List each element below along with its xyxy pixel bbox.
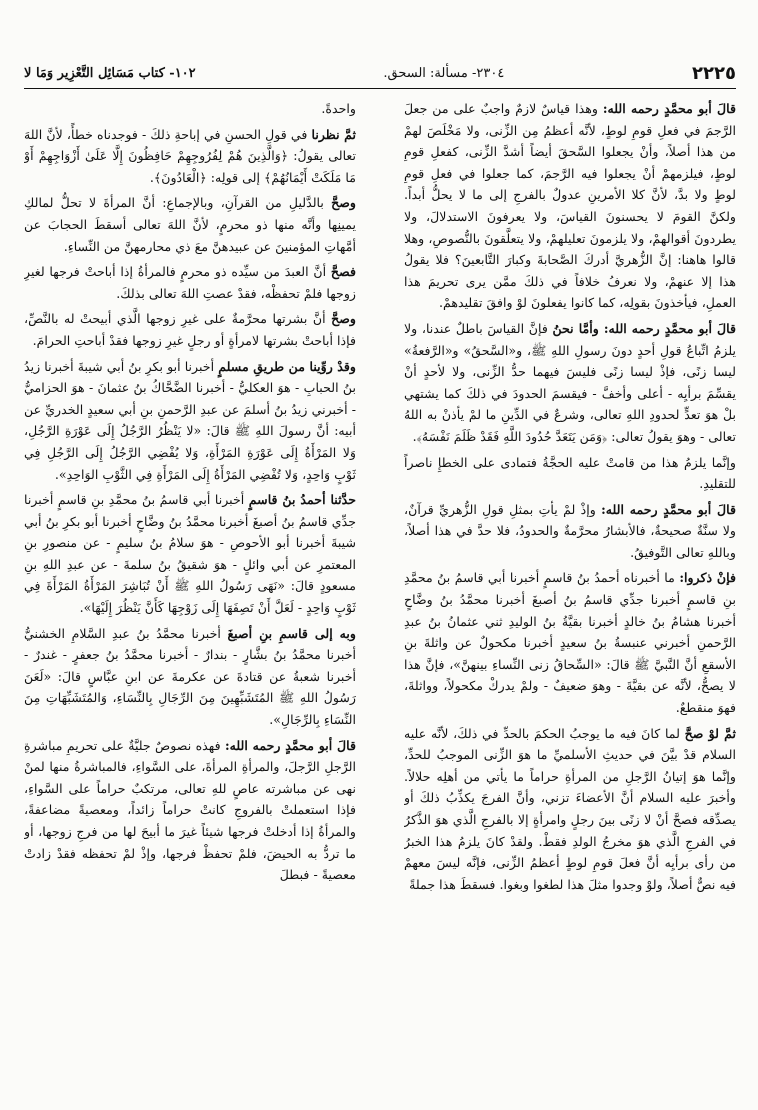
right-column xyxy=(404,98,736,1090)
header-rule xyxy=(24,88,736,89)
left-column xyxy=(24,98,356,1090)
paragraph-lead: وصحَّ xyxy=(331,311,356,327)
paragraph xyxy=(24,192,356,257)
paragraph-lead: قالَ أبو محمَّدٍ رحمه الله: وأمَّا نحنُ xyxy=(552,320,736,336)
book-title: ١٠٢- كتاب مَسَائِل التَّعْزِير وَمَا لا xyxy=(24,65,196,81)
paragraph-text: في قولِ الحسنِ في إباحةِ ذلكَ - فوجدناه خطأً، لأنَّ اللهَ تعالى يقولُ: ﴿وَالَّذِينَ هُمْ لِفُرُوجِهِمْ حَافِظُونَ إِلَّا عَلَىٰ أَزْوَاجِهِمْ أَوْ مَا مَلَكَتْ أَيْمَانُهُمْ﴾ إلى قولِه: ﴿الْعَادُونَ﴾. xyxy=(24,126,356,185)
paragraph xyxy=(404,98,736,314)
paragraph-lead: قالَ أبو محمَّدٍ رحمه الله: xyxy=(602,101,736,116)
paragraph xyxy=(24,489,356,619)
paragraph-text: فهذه نصوصٌ جليَّةٌ على تحريمِ مباشرةِ الرَّجلِ الرَّجلَ، والمرأةِ المرأةَ، على السَّواءِ، فالمباشرةُ منها لمنْ نهى عن مباشرته عاصٍ للهِ تعالى، مرتكبٌ حراماً على السَّواءِ، فإذا استعملتْ بالفروجِ كانتْ حراماً زائداً، ومعصيةً مضاعفةً، والمرأةُ إذا أدخلتْ فرجها شيئاً غيرَ ما أبيحَ لها من فرجِ زوجها، أو ما تردُّ به الحيضَ، فلمْ تحفظْ فرجها، وإذْ لمْ تحفظه فقدْ زادتْ معصيةً - فبطلَ xyxy=(24,737,356,883)
paragraph xyxy=(24,623,356,731)
paragraph-lead: وصحَّ xyxy=(331,195,356,211)
paragraph-text: ما أخبرناه أحمدُ بنُ قاسمٍ أخبرنا أبي قاسمُ بنُ محمَّدِ بنِ قاسمٍ أخبرنا جدِّي قاسمُ بنُ أصبغَ أخبرنا محمَّدُ بنُ وضَّاحٍ أخبرنا هشامُ بنُ خالدٍ أخبرنا بقيَّةُ بنُ الوليدِ ثني عثمانُ بنُ عبدِ الرَّحمنِ أخبرني عنبسةُ بنُ سعيدٍ أخبرنا مكحولٌ عن واثلةَ بنِ الأسقعِ أنَّ النَّبيَّ ﷺ قالَ: «السِّحاقُ زنى النِّساءِ بينهنَّ»، فإنَّ هذا لا يصحُّ، لأنَّه عن بقيَّةَ - وهوَ ضعيفٌ - ولمْ يدركْ مكحولاً، وواثلةَ، فهوَ منقطعٌ. xyxy=(404,570,736,716)
paragraph xyxy=(24,356,356,486)
paragraph-lead: قالَ أبو محمَّدٍ رحمه الله: xyxy=(224,737,356,753)
paragraph xyxy=(404,567,736,718)
paragraph xyxy=(404,723,736,896)
paragraph-text: أنَّ بشرتها محرَّمةٌ على غيرِ زوجها الَّذي أبيحتْ له بالنَّصِّ، فإذا أباحتْ بشرتها لامرأةٍ أو رجلٍ غيرِ زوجها فقدْ أباحتِ الحرامَ. xyxy=(24,311,356,348)
paragraph-text: أنَّ العبدَ من سيِّده ذو محرمٍ فالمرأةُ إذا أباحتْ فرجها لغيرِ زوجها فلمْ تحفظْه، فقدْ عصتِ اللهَ تعالى بذلكَ. xyxy=(24,264,356,301)
paragraph-text: وإذْ لمْ يأتِ بمثلِ قولِ الزُّهريِّ قرآنٌ، ولا سنَّةٌ صحيحةٌ، فالأبشارُ محرَّمةٌ والحدودُ، فلا حدَّ في هذا أصلاً، وباللهِ تعالى التَّوفيقُ. xyxy=(404,501,736,560)
paragraph-text: أخبرنا محمَّدُ بنُ عبدِ السَّلامِ الخشنيُّ أخبرنا محمَّدُ بنُ بشَّارٍ - بندارٌ - أخبرنا محمَّدُ بنُ جعفرٍ - غندرٌ - أخبرنا شعبةُ عن قتادةَ عن عكرمةَ عن ابنِ عبَّاسٍ قالَ: «لَعَنَ رَسُولُ اللهِ ﷺ المُتَشَبِّهِينَ مِنَ الرِّجَالِ بِالنِّسَاءِ، وَالمُتَشَبِّهَاتِ مِنَ النِّسَاءِ بِالرِّجَالِ». xyxy=(24,625,356,728)
paragraph-lead: وقدْ روِّينا من طريقِ مسلمٍ xyxy=(218,358,356,374)
paragraph-text: واحدةً. xyxy=(321,101,356,116)
paragraph-text: أخبرنا أبي قاسمُ بنُ محمَّدِ بنِ قاسمٍ أخبرنا جدِّي قاسمُ بنُ أصبغَ أخبرنا محمَّدُ بنُ وضَّاحٍ أخبرنا أبو بكرِ بنُ أبي شيبةَ أخبرنا أبو الأحوصِ - هوَ سلامُ بنُ سليمٍ - عن منصورِ بنِ المعتمرِ عن أبي وائلٍ - هوَ شقيقُ بنُ سلمةَ - عن عبدِ اللهِ بنِ مسعودٍ قالَ: «نَهَى رَسُولُ اللهِ ﷺ أَنْ تُبَاشِرَ المَرْأَةُ المَرْأَةَ فِي ثَوْبٍ وَاحِدٍ - لَعَلَّ أَنْ تَصِفَهَا إِلَى زَوْجِهَا كَأَنَّ يَنْظُرَ إِلَيْهَا». xyxy=(24,492,356,616)
paragraph-text: لما كانَ فيه ما يوجبُ الحكمَ بالحدِّ في ذلكَ، لأنَّه عليه السلام قدْ بيَّنَ في حديثِ الأسلميِّ ما هوَ الزِّنى الموجبُ للحدِّ، وإنَّما هوَ إتيانُ الرَّجلِ من المرأةِ حراماً ما يأتي من أهلِه حلالاً. وأخبرَ عليه السلام أنَّ الأعضاءَ تزني، وأنَّ الفرجَ يكذِّبُ ذلكَ أو يصدِّقه فصحَّ أنْ لا زنًى بينَ رجلٍ وامرأةٍ إلا بالفرجِ الَّذي هوَ الذَّكرُ في الفرجِ الَّذي هوَ مخرجُ الولدِ فقطْ. ولقدْ كانَ يلزمُ هذا الخبرُ من رأى برأيِه أنَّ فعلَ قومِ لوطٍ أعظمُ الزِّنى، فإنَّه ليسَ معهمْ فيه نصٌّ أصلاً، ولوْ وجدوا مثلَ هذا لطغوا وبغوا. فسقطَ هذا جملةً xyxy=(404,725,736,892)
paragraph xyxy=(24,124,356,189)
paragraph-lead: فصحَّ xyxy=(330,264,356,280)
issue-title: ٢٣٠٤- مسألة: السحق. xyxy=(383,65,505,81)
paragraph-lead: ثمَّ نظرنا xyxy=(311,126,356,142)
paragraph xyxy=(404,452,736,495)
paragraph xyxy=(24,98,356,120)
paragraph xyxy=(24,735,356,886)
paragraph xyxy=(24,308,356,351)
paragraph-text: أخبرنا أبو بكرِ بنُ أبي شيبةَ أخبرنا زيدُ بنُ الحبابِ - هوَ العكليُّ - أخبرنا الضَّحَّاكُ بنُ عثمانَ - هوَ الحزاميُّ - أخبرني زيدُ بنُ أسلمَ عن عبدِ الرَّحمنِ بنِ أبي سعيدٍ الخدريِّ عن أبيه: أنَّ رسولَ اللهِ ﷺ قالَ: «لا يَنْظُرُ الرَّجُلُ إِلَى عَوْرَةِ الرَّجُلِ، وَلا المَرْأَةُ إِلَى عَوْرَةِ المَرْأَةِ، وَلا يُفْضِي الرَّجُلُ إِلَى الرَّجُلِ فِي ثَوْبٍ وَاحِدٍ، وَلا تُفْضِي المَرْأَةُ إِلَى المَرْأَةِ فِي الثَّوْبِ الوَاحِدِ». xyxy=(24,358,356,482)
page-header xyxy=(24,60,736,86)
paragraph-lead: فإنْ ذكروا: xyxy=(679,570,736,586)
paragraph-text: وإنَّما يلزمُ هذا من قامتْ عليه الحجَّةُ فتمادى على الخطإِ ناصراً للتقليدِ. xyxy=(404,454,736,492)
paragraph-lead: وبه إلى قاسمِ بنِ أصبغَ xyxy=(227,625,356,641)
paragraph-text: وهذا قياسٌ لازمٌ واجبٌ على من جعلَ الرَّجمَ في فعلِ قومِ لوطٍ، لأنَّه أعظمُ مِن الزِّنى، ولا مَخْلَصَ لهمْ من هذا أصلاً، وأنْ يجعلوا السَّحقَ أيضاً أشدَّ الزِّنى، كفعلِ قومِ لوطٍ، فيلزمهمْ أنْ يجعلوا فيه الرَّجمَ، كما جعلوا في فعلِ قومِ لوطٍ ولا بدَّ، لأنَّ كلا الأمرينِ عدولٌ بالفرجِ إلى ما لا يحلُّ أبداً. ولكنَّ القومَ لا يحسنونَ القياسَ، ولا يعرفونَ الاستدلالَ، ولا يطردونَ أقوالهمْ، ولا يلزمونَ تعليلهمْ، ولا يتعلَّقونَ بالنُّصوصِ، وهلا قالوا هاهنا: إنَّ الزُّهريَّ أدركَ الصَّحابةَ وكبارَ التَّابعينَ؟ فلا يقولُ هذا إلا عنهمْ، ولا نعرفُ خلافاً في ذلكَ ممَّن يرى تحريمَ هذا العملِ، فيأخذونَ بقولِه، كما كانوا يفعلونَ لوْ وافقَ تقليدهمْ. xyxy=(404,101,736,311)
paragraph-lead: حدَّثنا أحمدُ بنُ قاسمٍ xyxy=(248,492,356,508)
page-number: ٢٢٢٥ xyxy=(692,62,736,84)
paragraph-lead: ثمَّ لوْ صحَّ xyxy=(684,725,736,741)
paragraph xyxy=(404,499,736,564)
paragraph xyxy=(24,261,356,304)
paragraph-lead: قالَ أبو محمَّدٍ رحمه الله: xyxy=(601,501,736,517)
paragraph-text: فإنَّ القياسَ باطلٌ عندنا، ولا يلزمُ اتِّباعُ قولِ أحدٍ دونَ رسولِ اللهِ ﷺ، و«السَّحقُ» و«الرَّفعةُ» ليسا زنًى، فإذْ ليسا زنًى فليسَ فيهما حدُّ الزِّنى، ولا لأحدٍ أنْ يقسِّمَ برأيِه - أعلى وأخفَّ - فيقسمَ الحدودَ في ذلكَ كما يشتهي بلْ هوَ تعدٍّ لحدودِ اللهِ تعالى، وشرعٌ في الدِّينِ ما لمْ يأذنْ به اللهُ تعالى - وهوَ يقولُ تعالى: ﴿وَمَن يَتَعَدَّ حُدُودَ اللَّهِ فَقَدْ ظَلَمَ نَفْسَهُ﴾. xyxy=(404,320,736,444)
paragraph xyxy=(404,318,736,448)
paragraph-text: بالدَّليلِ من القرآنِ، وبالإجماعِ: أنَّ المرأةَ لا تحلُّ لمالكِ يمينِها وأنَّه منها ذو محرمٍ، لأنَّ اللهَ تعالى أسقطَ الحجابَ عن أمَّهاتِ المؤمنينَ عن عبيدهنَّ معَ ذي محارمهنَّ من النِّساءِ. xyxy=(24,195,356,254)
